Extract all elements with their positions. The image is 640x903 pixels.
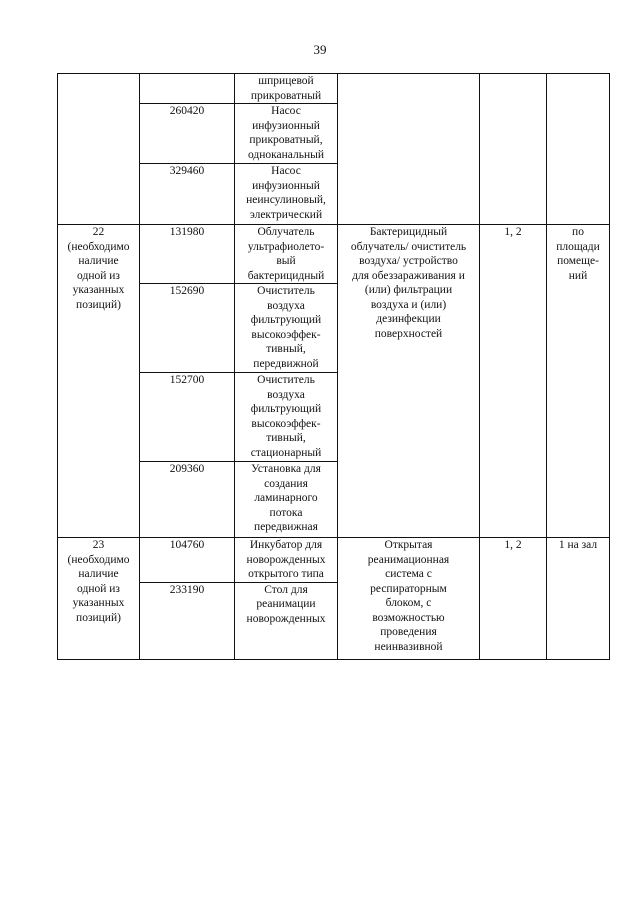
name-line: высокоэффек-: [251, 417, 321, 430]
quantity-line: помеще-: [557, 255, 599, 267]
description-line: блоком, с: [385, 597, 432, 609]
code-cell: 260420: [140, 104, 235, 164]
quantity-cell: [547, 538, 610, 660]
name-line: тивный,: [266, 432, 306, 444]
number-cell: [58, 538, 140, 660]
name-line: фильтрующий: [250, 314, 322, 326]
number-line: наличие: [78, 255, 119, 267]
requirement-cell: 1, 2: [480, 538, 547, 660]
description-line: дезинфекции: [376, 313, 441, 325]
code-cell: 131980: [140, 225, 235, 284]
description-line: респираторным: [370, 582, 447, 595]
name-line: стационарный: [250, 446, 322, 459]
name-line: реанимации: [256, 598, 316, 610]
name-line: Установка для: [251, 463, 321, 475]
number-line: указанных: [72, 284, 125, 296]
name-cell: [235, 164, 338, 225]
description-line: проведения: [380, 626, 437, 638]
description-cell: [338, 225, 480, 538]
description-cell: [338, 74, 480, 225]
name-line: вый: [276, 255, 296, 267]
name-line: новорожденных: [246, 612, 326, 625]
description-line: неинвазивной: [374, 640, 443, 653]
name-cell: [235, 538, 338, 583]
name-line: прикроватный: [250, 89, 322, 102]
requirement-cell: [480, 74, 547, 225]
name-line: одноканальный: [247, 148, 325, 161]
table-row: [58, 538, 610, 583]
code-cell: 152700: [140, 373, 235, 462]
name-line: Облучатель: [257, 226, 315, 238]
description-line: (или) фильтрации: [364, 284, 453, 296]
name-cell: [235, 225, 338, 284]
description-line: для обеззараживания и: [352, 269, 465, 282]
name-cell: [235, 74, 338, 104]
code-cell: 329460: [140, 164, 235, 225]
name-line: Очиститель: [257, 374, 315, 386]
quantity-line: 1 на зал: [558, 539, 598, 551]
number-cell: [58, 225, 140, 538]
name-line: высокоэффек-: [251, 328, 321, 341]
name-line: передвижной: [253, 357, 319, 370]
description-cell: [338, 538, 480, 660]
name-line: Стол для: [264, 583, 308, 596]
quantity-line: площади: [556, 240, 600, 253]
number-line: одной из: [77, 269, 120, 282]
name-cell: [235, 104, 338, 164]
name-line: фильтрующий: [250, 403, 322, 415]
code-cell: 209360: [140, 462, 235, 538]
table-row: [58, 225, 610, 284]
name-line: прикроватный,: [249, 134, 323, 146]
table-row: [58, 74, 610, 104]
name-line: открытого типа: [248, 568, 324, 580]
name-line: создания: [264, 477, 308, 490]
quantity-line: по: [572, 226, 584, 238]
name-line: ультрафиолето-: [247, 240, 325, 253]
name-line: потока: [269, 506, 303, 519]
page-number: 39: [313, 42, 327, 57]
equipment-table: [57, 73, 610, 660]
description-line: воздуха/ устройство: [359, 255, 458, 267]
description-line: реанимационная: [367, 553, 450, 566]
requirement-cell: 1, 2: [480, 225, 547, 538]
description-line: возможностью: [372, 611, 445, 624]
name-line: бактерицидный: [247, 269, 325, 282]
description-line: Открытая: [384, 539, 433, 551]
quantity-line: ний: [568, 269, 588, 282]
name-line: воздуха: [267, 299, 305, 312]
number-line: 22: [92, 226, 105, 238]
description-line: Бактерицидный: [369, 226, 448, 238]
description-line: система с: [385, 568, 432, 580]
name-line: Насос: [271, 165, 301, 177]
code-cell: 233190: [140, 582, 235, 659]
name-line: воздуха: [267, 388, 305, 401]
name-line: новорожденных: [246, 553, 326, 566]
quantity-cell: [547, 74, 610, 225]
name-line: инфузионный: [252, 179, 320, 192]
name-cell: [235, 582, 338, 659]
name-line: Очиститель: [257, 285, 315, 297]
quantity-cell: [547, 225, 610, 538]
description-line: воздуха и (или): [370, 298, 447, 311]
number-cell: [58, 74, 140, 225]
name-cell: [235, 284, 338, 373]
number-line: (необходимо: [67, 240, 130, 253]
number-line: (необходимо: [67, 553, 130, 566]
code-cell: 152690: [140, 284, 235, 373]
name-line: тивный,: [266, 343, 306, 355]
name-line: электрический: [249, 208, 323, 221]
description-line: облучатель/ очиститель: [350, 240, 467, 253]
name-cell: [235, 373, 338, 462]
name-line: передвижная: [254, 521, 318, 533]
name-cell: [235, 462, 338, 538]
number-line: одной из: [77, 582, 120, 595]
number-line: наличие: [78, 568, 119, 580]
name-line: Насос: [271, 105, 301, 117]
number-line: указанных: [72, 597, 125, 609]
number-line: позиций): [76, 611, 121, 624]
number-line: 23: [92, 539, 105, 551]
name-line: неинсулиновый,: [246, 194, 326, 206]
name-line: инфузионный: [252, 119, 320, 132]
name-line: Инкубатор для: [249, 539, 323, 551]
name-line: ламинарного: [254, 492, 318, 504]
code-cell: [140, 74, 235, 104]
name-line: шприцевой: [258, 75, 314, 87]
code-cell: 104760: [140, 538, 235, 583]
number-line: позиций): [76, 298, 121, 311]
description-line: поверхностей: [374, 327, 443, 340]
